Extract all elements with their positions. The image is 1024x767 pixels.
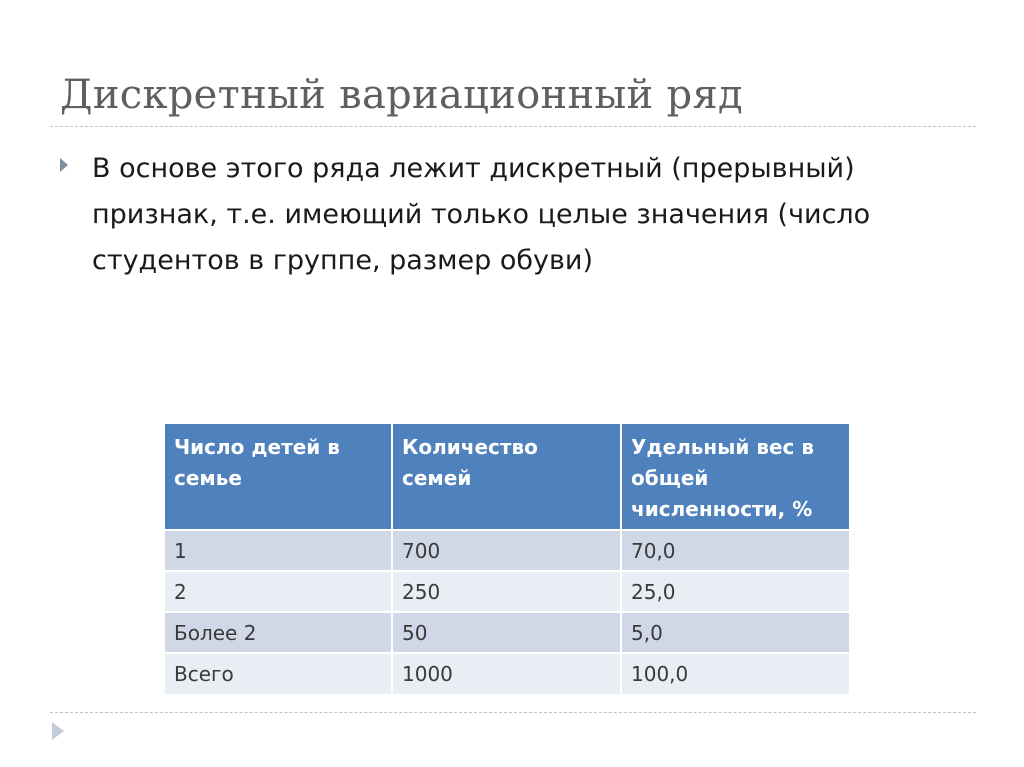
cell-families: 50 <box>392 612 621 653</box>
title-divider <box>50 126 976 127</box>
footer-divider <box>50 712 976 713</box>
cell-share: 25,0 <box>621 571 849 612</box>
next-slide-arrow-icon[interactable] <box>52 722 64 740</box>
table-row-total <box>165 653 849 694</box>
triangle-bullet-icon <box>60 158 68 172</box>
table-row <box>165 530 849 571</box>
cell-children: 2 <box>165 571 392 612</box>
cell-children: Более 2 <box>165 612 392 653</box>
cell-share: 100,0 <box>621 653 849 694</box>
header-children-count: Число детей в семье <box>165 424 392 530</box>
table-row <box>165 612 849 653</box>
cell-families: 1000 <box>392 653 621 694</box>
cell-children: Всего <box>165 653 392 694</box>
cell-share: 70,0 <box>621 530 849 571</box>
cell-children: 1 <box>165 530 392 571</box>
frequency-table <box>165 424 849 694</box>
header-families-count: Количество семей <box>392 424 621 530</box>
header-share-percent: Удельный вес в общей численности, % <box>621 424 849 530</box>
bullet-text: В основе этого ряда лежит дискретный (прерывный) признак, т.е. имеющий только целые значения (число студентов в группе, размер обуви) <box>92 153 871 276</box>
table-header-row <box>165 424 849 530</box>
cell-families: 250 <box>392 571 621 612</box>
table-row <box>165 571 849 612</box>
cell-families: 700 <box>392 530 621 571</box>
cell-share: 5,0 <box>621 612 849 653</box>
slide-title: Дискретный вариационный ряд <box>60 72 743 118</box>
